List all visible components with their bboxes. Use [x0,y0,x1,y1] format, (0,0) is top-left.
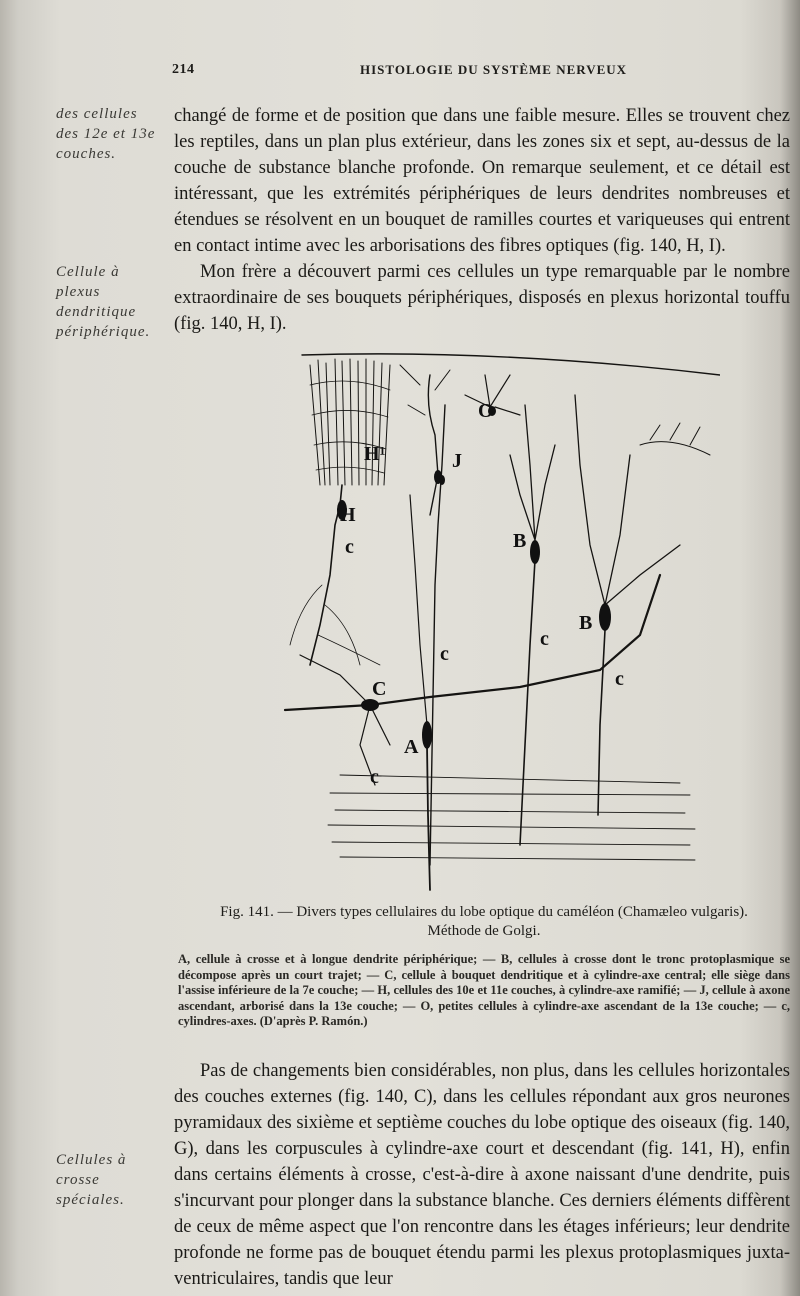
label-c2: c [440,643,449,665]
paragraph-1: changé de forme et de position que dans une faible mesure. Elles se trouvent chez les reptiles, dans un plan plus extérieur, dans les zones six et sept, au-dessus de la couche de substance blanche profonde. On remarque seulement, et ce détail est intéressant, que les extrémités périphériques de leurs dendrites nombreuses et étendues se résolvent en un bouquet de ramilles courtes et variqueuses qui entrent en contact intime avec les arborisations des fibres optiques (fig. 140, H, I). [174,106,790,256]
label-H1: H¹ [364,443,386,465]
paragraph-3: Pas de changements bien considérables, non plus, dans les cellules horizontales des couches externes (fig. 140, C), dans les cellules répondant aux gros neurones pyramidaux des sixième et septième couches du lobe optique des oiseaux (fig. 140, G), dans les corpuscules à cylindre-axe court et descendant (fig. 141, H), enfin dans certains éléments à crosse, c'est-à-dire à axone naissant d'une dendrite, puis s'incurvant pour plonger dans la substance blanche. Ces derniers éléments diffèrent de ceux de même aspect que l'on rencontre dans les étages inférieurs; leur dendrite profonde ne forme pas de bouquet étendu parmi les plexus protoplasmiques juxta-ventriculaires, tandis que leur [174,1061,790,1289]
margin-note-1: des cellules des 12e et 13e couches. [56,106,156,162]
figure-141 [280,345,720,900]
label-c5: c [370,766,379,788]
label-J: J [452,450,462,472]
label-B-lower: B [579,612,593,634]
label-H: H [340,504,356,526]
label-c1: c [345,536,354,558]
label-C: C [372,678,387,700]
label-c4: c [615,668,624,690]
label-O: O [478,400,494,422]
paragraph-2: Mon frère a découvert parmi ces cellules un type remarquable par le nombre extraordinaire de ses bouquets périphériques, disposés en plexus horizontal touffu (fig. 140, H, I). [174,262,790,334]
page-number: 214 [172,62,195,77]
dense-plexus [310,359,390,485]
margin-note-2: Cellule à plexus dendritique périphérique. [56,264,151,340]
margin-note-3: Cellules à crosse spéciales. [56,1152,127,1208]
surface-line [302,354,720,375]
body-block-bottom [174,1058,790,1292]
running-title: HISTOLOGIE DU SYSTÈME NERVEUX [360,62,628,77]
label-A: A [404,736,419,758]
figure-legend: A, cellule à crosse et à longue dendrite périphérique; — B, cellules à crosse dont le tronc protoplasmique se décompose après un court trajet; — C, cellule à bouquet dendritique et à cylindre-axe central; elle siège dans l'assise inférieure de la 7e couche; — H, cellules des 10e et 11e couches, à cylindre-axe ramifié; — J, cellule à axone ascendant, arborisé dans la 13e couche; — O, petites cellules à cylindre-axe ascendant de la 13e couche; — c, cylindres-axes. (D'après P. Ramón.) [178,952,790,1028]
caption-line-1: Fig. 141. — Divers types cellulaires du lobe optique du caméléon (Chamæleo vulgaris). [220,904,748,920]
caption-line-2: Méthode de Golgi. [427,923,541,939]
white-matter-lines [328,775,695,860]
label-c3: c [540,628,549,650]
neuron-illustration [280,345,720,900]
body-block-top [174,103,790,337]
running-header [0,62,800,84]
figure-caption [178,903,790,941]
label-B-upper: B [513,530,527,552]
